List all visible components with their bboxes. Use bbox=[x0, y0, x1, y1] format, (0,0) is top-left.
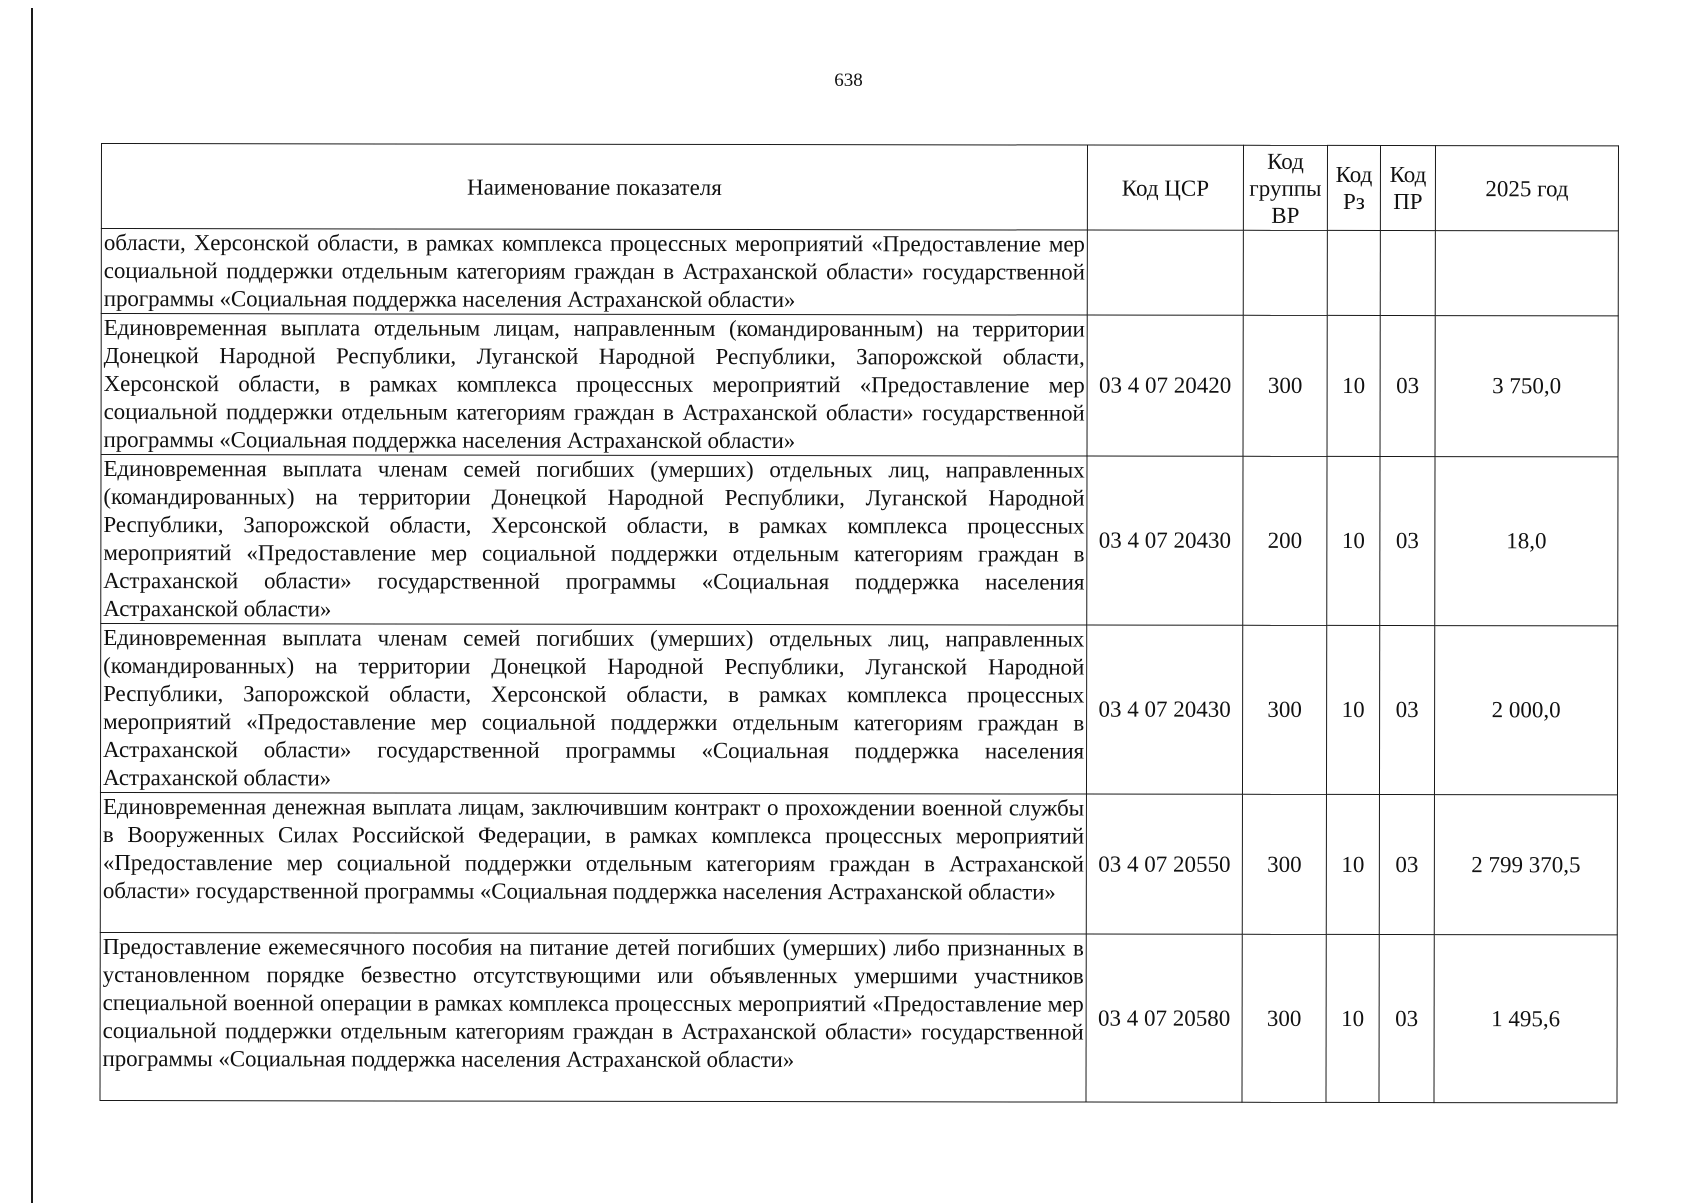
table-row bbox=[100, 793, 1617, 935]
row-name: Единовременная выплата членам семей погибших (умерших) отдельных лиц, направленных (командированных) на территории Донецкой Народной Республики, Луганской Народной Республики, Запорожской области, Херсонской области, в рамках комплекса процессных мероприятий «Предоставление мер социальной поддержки отдельным категориям граждан в Астраханской области» государственной программы «Социальная поддержка населения Астраханской области» bbox=[100, 624, 1086, 795]
row-name: Единовременная выплата отдельным лицам, направленным (командированным) на территории Донецкой Народной Республики, Луганской Народной Республики, Запорожской области, Херсонской области, в рамках комплекса процессных мероприятий «Предоставление мер социальной поддержки отдельным категориям граждан в Астраханской области» государственной программы «Социальная поддержка населения Астраханской области» bbox=[101, 314, 1087, 457]
binding-margin-line bbox=[31, 8, 33, 1203]
table-row bbox=[100, 624, 1617, 795]
row-vr-code bbox=[1243, 230, 1327, 315]
row-csr-code: 03 4 07 20420 bbox=[1087, 315, 1243, 456]
row-pr-code: 03 bbox=[1380, 316, 1435, 457]
header-year-2025: 2025 год bbox=[1435, 146, 1618, 231]
row-vr-code: 300 bbox=[1242, 625, 1326, 794]
header-pr-code: Код ПР bbox=[1380, 146, 1435, 231]
row-name: Единовременная выплата членам семей погибших (умерших) отдельных лиц, направленных (командированных) на территории Донецкой Народной Республики, Луганской Народной Республики, Запорожской области, Херсонской области, в рамках комплекса процессных мероприятий «Предоставление мер социальной поддержки отдельным категориям граждан в Астраханской области» государственной программы «Социальная поддержка населения Астраханской области» bbox=[101, 455, 1087, 626]
table-row bbox=[101, 314, 1618, 457]
row-pr-code: 03 bbox=[1380, 457, 1435, 626]
row-amount: 18,0 bbox=[1435, 457, 1618, 626]
row-amount: 1 495,6 bbox=[1434, 935, 1617, 1103]
row-rz-code: 10 bbox=[1326, 794, 1379, 934]
header-csr-code: Код ЦСР bbox=[1087, 145, 1243, 230]
row-vr-code: 200 bbox=[1243, 456, 1327, 625]
row-csr-code: 03 4 07 20550 bbox=[1086, 794, 1242, 934]
row-vr-code: 300 bbox=[1243, 315, 1327, 456]
header-rz-code: Код Рз bbox=[1327, 145, 1380, 230]
row-csr-code: 03 4 07 20580 bbox=[1086, 934, 1242, 1102]
row-pr-code bbox=[1380, 231, 1435, 316]
row-pr-code: 03 bbox=[1379, 935, 1434, 1103]
row-csr-code: 03 4 07 20430 bbox=[1087, 456, 1243, 625]
row-amount: 3 750,0 bbox=[1435, 316, 1618, 457]
table-header-row bbox=[101, 144, 1618, 231]
row-pr-code: 03 bbox=[1379, 795, 1434, 935]
row-amount bbox=[1435, 231, 1618, 316]
table-row bbox=[101, 455, 1618, 626]
row-rz-code: 10 bbox=[1326, 625, 1379, 794]
table-row bbox=[100, 932, 1617, 1102]
header-vr-group-code: Код группы ВР bbox=[1243, 145, 1327, 230]
header-name: Наименование показателя bbox=[101, 144, 1087, 231]
row-csr-code: 03 4 07 20430 bbox=[1086, 625, 1242, 794]
row-pr-code: 03 bbox=[1379, 626, 1434, 795]
table-row bbox=[101, 229, 1618, 316]
row-vr-code: 300 bbox=[1242, 934, 1326, 1102]
row-name: Единовременная денежная выплата лицам, заключившим контракт о прохождении военной службы в Вооруженных Силах Российской Федерации, в рамках комплекса процессных мероприятий «Предоставление мер социальной поддержки отдельным категориям граждан в Астраханской области» государственной программы «Социальная поддержка населения Астраханской области» bbox=[100, 793, 1086, 935]
row-vr-code: 300 bbox=[1242, 794, 1326, 934]
row-rz-code: 10 bbox=[1327, 456, 1380, 625]
row-amount: 2 000,0 bbox=[1434, 626, 1617, 795]
row-csr-code bbox=[1087, 230, 1243, 315]
row-name: Предоставление ежемесячного пособия на питание детей погибших (умерших) либо признанных в установленном порядке безвестно отсутствующими или объявленных умершими участников специальной военной операции в рамках комплекса процессных мероприятий «Предоставление мер социальной поддержки отдельным категориям граждан в Астраханской области» государственной программы «Социальная поддержка населения Астраханской области» bbox=[100, 932, 1086, 1102]
row-rz-code: 10 bbox=[1327, 315, 1380, 456]
row-rz-code: 10 bbox=[1326, 934, 1379, 1102]
page-number: 638 bbox=[834, 70, 863, 91]
row-rz-code bbox=[1327, 230, 1380, 315]
row-amount: 2 799 370,5 bbox=[1434, 795, 1617, 935]
row-name: области, Херсонской области, в рамках комплекса процессных мероприятий «Предоставление мер социальной поддержки отдельным категориям граждан в Астраханской области» государственной программы «Социальная поддержка населения Астраханской области» bbox=[101, 229, 1087, 316]
budget-table bbox=[99, 143, 1619, 1103]
